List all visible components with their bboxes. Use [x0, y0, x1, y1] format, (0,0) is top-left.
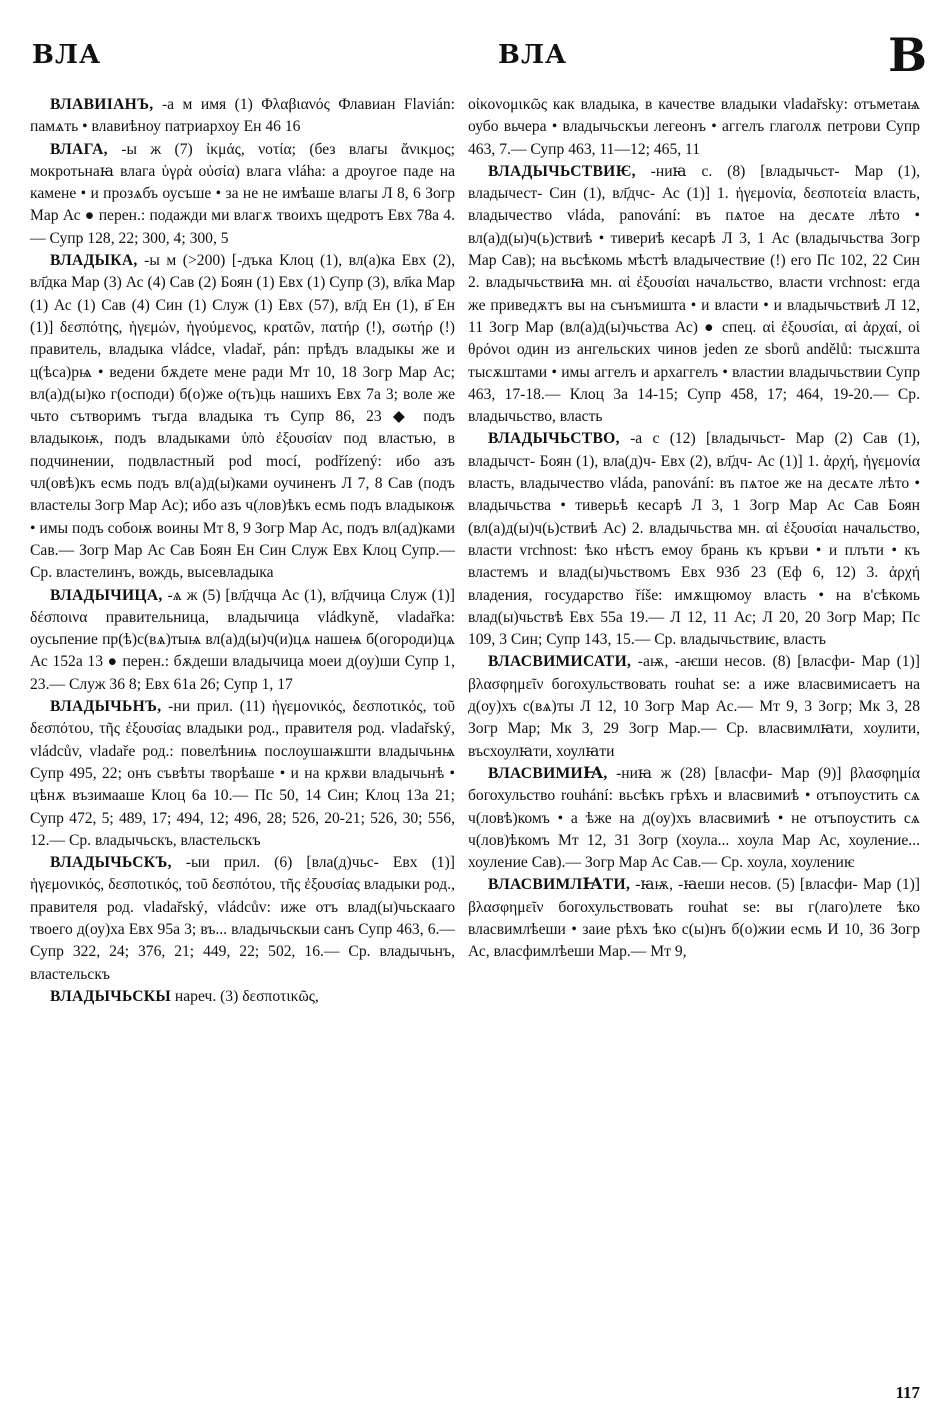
entry-body: -ѧ ж (5) [вл҃дчца Ас (1), вл҃дчица Служ (1)] δέσποινα правительница, владычица vládkyně, vladařka: оусьпение пр(ѣ)с(вѧ)тыѩ вл(а)д(ы)ч(и)цѧ нашеѩ б(огороди)цѧ Ас 152а 13 ● перен.: бѫдеши владычица моеи д(оу)ши Супр 1, 23.— Служ 36 8; Евх 61а 26; Супр 1, 17 [30, 586, 455, 693]
entry-body: -а м имя (1) Φλαβιανός Флавиан Flavián: памѧть • влавиѣноу патриархоу Ен 46 16 [30, 96, 455, 136]
dictionary-entry [30, 696, 455, 852]
entry-body: -ы ж (7) ἰκμάς, νοτία; (без влагы ἄνικμος; мокротьнаꙗ влага ὑγρὰ οὐσία) влага vláha: а дроугое паде на камене • и прозѧбъ оусъше • за не не имѣаше влагы Л 8, 6 Зогр Мар Ас ● перен.: подажди ми влагѫ твоихъ щедротъ Евх 78а 4.— Супр 128, 22; 300, 4; 300, 5 [30, 140, 455, 247]
headword: ВЛАДЫЧЬНЪ, [50, 698, 162, 716]
dictionary-entry [468, 94, 920, 161]
entry-body: -ниꙗ ж (28) [власфи- Мар (9)] βλασφημία богохульство rouhání: вьсѣкъ грѣхъ и власвимиѣ • отъпоустить сѧ ч(ловѣ)комъ • а ѣже на д(оу)хъ власвимиѣ • не отъпоустить сѧ ч(лов)ѣкомъ Мт 12, 31 Зогр (хоула... хоула Мар Ас, хоуление... хоуление Сав).— Зогр Мар Ас Сав.— Ср. хоула, хоулениѥ [468, 764, 920, 872]
headword: ВЛАГА, [50, 140, 108, 158]
dictionary-entry [30, 585, 455, 696]
running-header-left: ВЛА [32, 40, 102, 70]
left-column [30, 94, 455, 1008]
headword: ВЛАДЫЧЬСКЪ, [50, 854, 172, 872]
headword: ВЛАДЫЧЬСТВИѤ, [488, 162, 636, 180]
page-number: 117 [895, 1383, 920, 1402]
dictionary-entry [468, 763, 920, 874]
headword: ВЛАДЫЧЬСТВО, [488, 430, 620, 448]
headword: ВЛАВИIАНЪ, [50, 96, 154, 113]
entry-body: -ниꙗ с. (8) [владычьст- Мар (1), владычест- Син (1), вл҃дчс- Ас (1)] 1. ἡγεμονία, δεσποτεία власть, владычество vláda, panování: въ пѧтое на десѧте лѣто • вл(а)д(ы)ч(ь)ствиѣ • тивериѣ кесарѣ Л 3, 1 Ас (владычьства Зогр Мар Сав); на вьсѣкомь мѣстѣ владычествие (!) его Пс 102, 22 Син 2. владычьствиꙗ мн. αἱ ἐξουσίαι начальство, власти vrchnost: егда же приведѫтъ вы на сънъмишта • и власти • и владычьствиѣ Л 12, 11 Зогр Мар (вл(а)д(ы)чьства Ас) ● спец. αἱ ἐξουσίαι, αἱ ἀρχαί, οἱ θρόνοι один из ангельских чинов jeden ze sborů andělů: тысѫшта тысѫштами • имы аггелъ и архаггелъ • властии владычьствии Супр 463, 17-18.— Клоц 3а 14-15; Супр 458, 17; 464, 19-20.— Ср. владычьство, власть [468, 162, 920, 426]
dictionary-entry [30, 852, 455, 986]
entry-body: οἰκονομικῶς как владыка, в качестве владыки vladařsky: отъметаѩ оубо вьчера • владычьскъи легеонъ • аггелъ глаголѫ петрови Супр 463, 7.— Супр 463, 11—12; 465, 11 [468, 96, 920, 158]
entry-body: -аѭ, -аѥши несов. (8) [власфи- Мар (1)] βλασφημεῖν богохульствовать rouhat se: а иже власвимисаетъ на д(оу)хъ с(вѧ)ты Л 12, 10 Зогр Мар Ас.— Мт 9, 3 Зогр; Мк 3, 28 Зогр Мар; Мк 3, 29 Зогр Мар.— Ср. власвимлꙗти, хоулити, въсхоулꙗти, хоулꙗти [468, 653, 920, 760]
headword: ВЛАДЫЧЬСКЫ [50, 987, 171, 1005]
dictionary-entry [468, 874, 920, 963]
entry-body: -ыи прил. (6) [вла(д)чьс- Евх (1)] ἡγεμονικός, δεσποτικός, τοῦ δεσπότου, τῆς ἐξουσίας владыки род., правителя род. vladařský, vládcův: иже отъ влад(ы)чьскааго твоего д(оу)ха Евх 95а 3; въ... владычьскыи санъ Супр 463, 6.— Супр 322, 24; 376, 21; 449, 22; 502, 16.— Ср. владычьнъ, властельскъ [30, 854, 455, 983]
headword: ВЛАСВИМЛꙖТИ, [488, 876, 631, 894]
dictionary-entry [468, 161, 920, 429]
section-letter: В [888, 28, 928, 82]
entry-body: нареч. (3) δεσποτικῶς, [170, 987, 319, 1005]
headword: ВЛАСВИМИꙖ, [488, 764, 608, 782]
headword: ВЛАДЫЧИЦА, [50, 586, 163, 604]
running-header-center: ВЛА [498, 40, 568, 70]
dictionary-entry [30, 139, 455, 250]
entry-body: -ы м (>200) [-дъка Клоц (1), вл(а)ка Евх (2), вл҃дка Мар (3) Ас (4) Сав (2) Боян (1) Евх (1) Супр (3), вл҃ка Мар (1) Ас (1) Сав (4) Син (1) Служ (1) Евх (57), вл҃д Ен (1), в҃ Ен (1)] δεσπότης, ἡγεμών, ἡγούμενος, κρατῶν, πατήρ (!), σωτήρ (!) правитель, владыка vládce, vladař, pán: прѣдъ владыкы же и ц(ѣса)рѩ • ведени бѫдете мене ради Мт 10, 18 Зогр Мар Ас; вл(а)д(ы)ко г(осподи) б(о)же о(ть)ць нашихъ Евх 7а 3; воле же чьто сътворимъ тъгда владыка тъ Супр 86, 23 ◆ подъ владыкоѭ, подъ владыками ὑπὸ ἐξουσίαν под властью, в подчинении, подвластный pod mocí, podřízený: ибо азъ чл(овѣ)къ есмь подъ вл(а)д(ы)ками оучиненъ Л 7, 8 Сав (подъ властелы Зогр Мар Ас); ибо азъ ч(лов)ѣкъ есмь подъ владыкоѭ • имы подъ собоѭ воины Мт 8, 9 Зогр Мар Ас, подъ вл(ад)ками Сав.— Зогр Мар Ас Сав Боян Ен Син Служ Евх Клоц Супр.— Ср. властелинъ, вождь, высевладыка [30, 252, 455, 582]
dictionary-entry [30, 986, 455, 1008]
right-column [468, 94, 920, 964]
entry-body: -а с (12) [владычьст- Мар (2) Сав (1), владычст- Боян (1), вла(д)ч- Евх (2), вл҃дч- Ас (1)] 1. ἀρχή, ἡγεμονία власть, владычество vláda, panování: въ пѧтое же на десѧте лѣто • владычьства • тиверьѣ кесарѣ Л 3, 1 Зогр Мар Ас Сав Боян (вл(а)д(ы)ч(ь)ствиѣ Ас) 2. владычьства мн. αἱ ἐξουσίαι начальство, власти vrchnost: ѣко нѣстъ емоу брань къ кръви • и плъти • къ властемъ и влад(ы)чьствомъ Евх 93б 23 (Еф 6, 12) 3. ἀρχή владения, государство říše: имѫщюмоу власть • на в'сѣкомь влад(ы)чьствѣ Евх 55а 19.— Л 12, 11 Ас; Л 20, 20 Зогр Мар; Пс 109, 3 Син; Супр 143, 15.— Ср. владычьствиѥ, власть [468, 430, 920, 649]
dictionary-entry [30, 94, 455, 139]
headword: ВЛАСВИМИСАТИ, [488, 653, 632, 671]
entry-body: -ни прил. (11) ἡγεμονικός, δεσποτικός, τοῦ δεσπότου, τῆς ἐξουσίας владыки род., правителя род. vladařský, vládcův, vladaře род.: повелѣниѩ послоушаѭшти владычьнѩ Супр 495, 22; онъ съвѣты творѣаше • и на крѫви владычьнѣ • цѣнѫ възимааше Клоц 6а 10.— Пс 50, 14 Син; Клоц 13а 21; Супр 472, 5; 489, 17; 494, 12; 496, 28; 526, 20-21; 526, 30; 556, 12.— Ср. владычьскъ, властельскъ [30, 698, 455, 849]
entry-body: -ꙗѭ, -ꙗеши несов. (5) [власфи- Мар (1)] βλασφημεῖν богохульствовать rouhat se: вы г(лаго)лете ѣко власвимлѣеши • заие рѣхъ ѣко с(ы)нъ б(о)жии есмь И 10, 36 Зогр Ас, власфимлѣеши Мар.— Мт 9, [468, 876, 920, 961]
dictionary-entry [30, 250, 455, 584]
dictionary-entry [468, 651, 920, 762]
headword: ВЛАДЫКА, [50, 252, 138, 270]
dictionary-entry [468, 428, 920, 651]
